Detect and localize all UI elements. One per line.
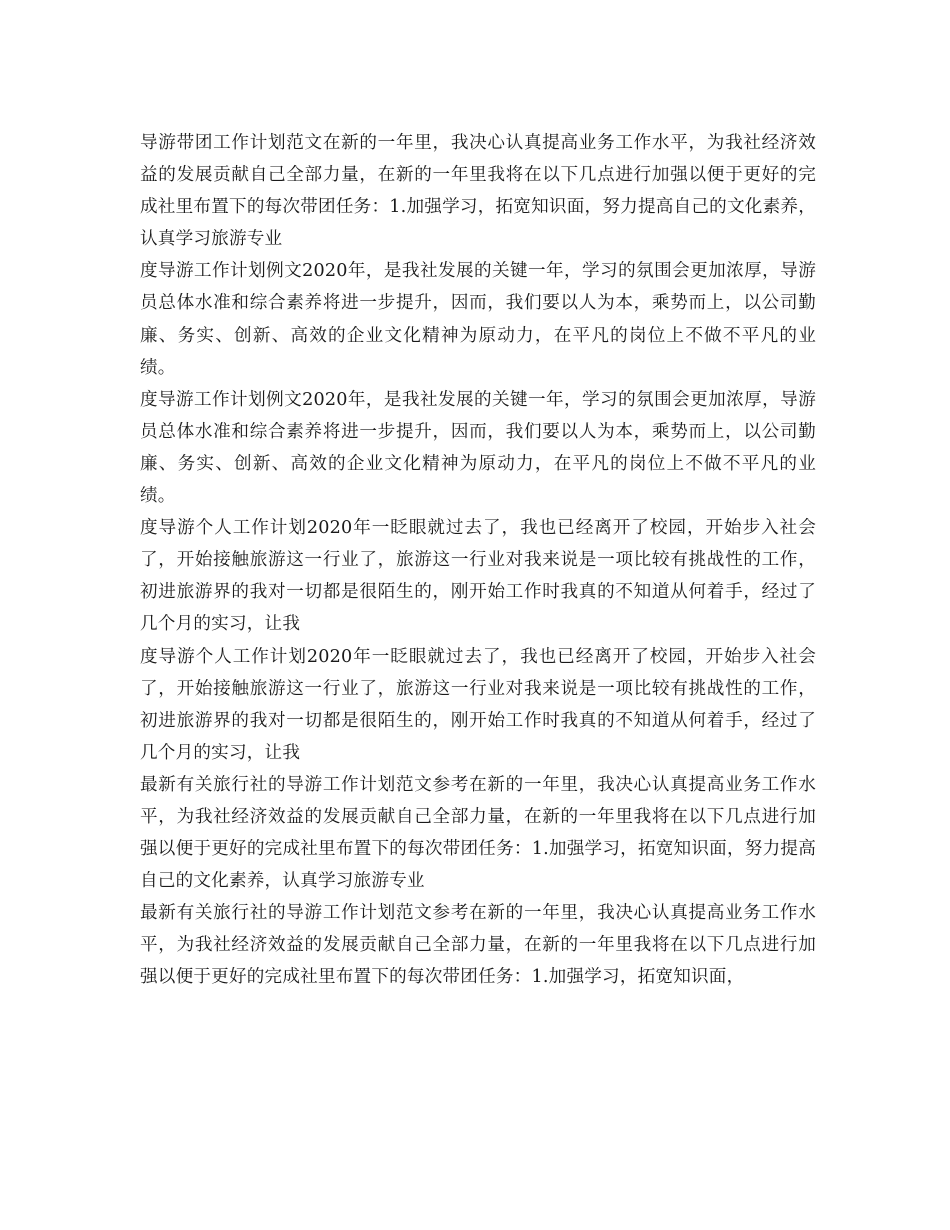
paragraph-tour-guide-plan-sample: 导游带团工作计划范文在新的一年里，我决心认真提高业务工作水平，为我社经济效益的发展贡献自己全部力量，在新的一年里我将在以下几点进行加强以便于更好的完成社里布置下的每次带团任务：1.加强学习，拓宽知识面，努力提高自己的文化素养，认真学习旅游专业 xyxy=(140,133,816,250)
paragraph-agency-plan-reference-repeat: 最新有关旅行社的导游工作计划范文参考在新的一年里，我决心认真提高业务工作水平，为我社经济效益的发展贡献自己全部力量，在新的一年里我将在以下几点进行加强以便于更好的完成社里布置下的每次带团任务：1.加强学习，拓宽知识面， xyxy=(140,903,816,988)
document-body xyxy=(140,127,816,994)
paragraph-personal-plan-repeat: 度导游个人工作计划2020年一眨眼就过去了，我也已经离开了校园，开始步入社会了，开始接触旅游这一行业了，旅游这一行业对我来说是一项比较有挑战性的工作，初进旅游界的我对一切都是很陌生的，刚开始工作时我真的不知道从何着手，经过了几个月的实习，让我 xyxy=(140,646,816,763)
paragraph-annual-plan-example-repeat: 度导游工作计划例文2020年，是我社发展的关键一年，学习的氛围会更加浓厚，导游员总体水准和综合素养将进一步提升，因而，我们要以人为本，乘势而上，以公司勤廉、务实、创新、高效的企业文化精神为原动力，在平凡的岗位上不做不平凡的业绩。 xyxy=(140,389,816,507)
paragraph-agency-plan-reference: 最新有关旅行社的导游工作计划范文参考在新的一年里，我决心认真提高业务工作水平，为我社经济效益的发展贡献自己全部力量，在新的一年里我将在以下几点进行加强以便于更好的完成社里布置下的每次带团任务：1.加强学习，拓宽知识面，努力提高自己的文化素养，认真学习旅游专业 xyxy=(140,774,816,892)
paragraph-annual-plan-example: 度导游工作计划例文2020年，是我社发展的关键一年，学习的氛围会更加浓厚，导游员总体水准和综合素养将进一步提升，因而，我们要以人为本，乘势而上，以公司勤廉、务实、创新、高效的企业文化精神为原动力，在平凡的岗位上不做不平凡的业绩。 xyxy=(140,261,816,378)
paragraph-personal-plan: 度导游个人工作计划2020年一眨眼就过去了，我也已经离开了校园，开始步入社会了，开始接触旅游这一行业了，旅游这一行业对我来说是一项比较有挑战性的工作，初进旅游界的我对一切都是很陌生的，刚开始工作时我真的不知道从何着手，经过了几个月的实习，让我 xyxy=(140,518,816,635)
